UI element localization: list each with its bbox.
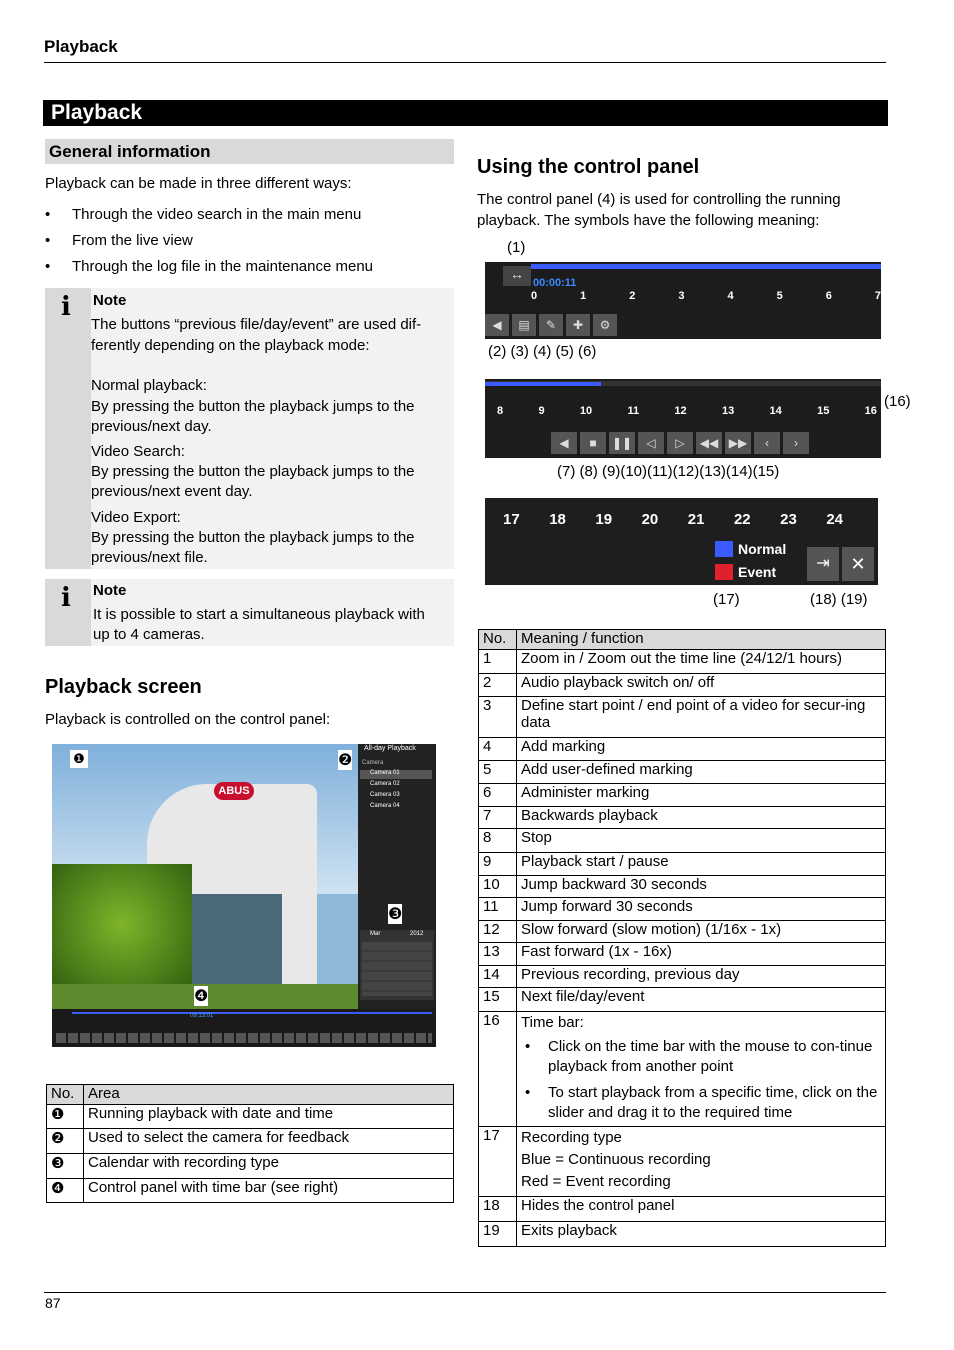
tick-label: 8	[497, 405, 504, 417]
page-number: 87	[45, 1295, 61, 1311]
meaning-table	[478, 629, 886, 1247]
row-number: 19	[479, 1222, 517, 1247]
note-line: It is possible to start a simultaneous playback with	[93, 606, 425, 623]
section-bar	[43, 100, 888, 126]
row-text: Administer marking	[517, 784, 886, 807]
row-text: Define start point / end point of a video for secur-ing data	[517, 697, 886, 738]
marker-2: ❷	[338, 752, 353, 769]
row-text: Time bar:	[521, 1014, 584, 1031]
note-line: ferently depending on the playback mode:	[91, 337, 370, 354]
row-bullet-text: Click on the time bar with the mouse to con-tinue playback from another point	[548, 1038, 873, 1075]
footer-rule	[44, 1292, 886, 1293]
label-1: (1)	[507, 239, 526, 256]
clip-icon[interactable]: ▤	[512, 314, 536, 336]
tick-label: 22	[733, 511, 751, 528]
label-16: (16)	[884, 393, 911, 410]
time-bar-recording	[485, 382, 601, 386]
row-number: 7	[479, 807, 517, 829]
tick-label: 7	[874, 290, 881, 302]
pause-icon[interactable]: ❚❚	[609, 432, 635, 454]
row-number: 15	[479, 988, 517, 1012]
row-number: ❶	[47, 1105, 84, 1129]
row-text: Used to select the camera for feedback	[84, 1129, 454, 1154]
legend-normal: Normal	[738, 541, 787, 557]
tick-label: 24	[826, 511, 843, 528]
row-number: 6	[479, 784, 517, 807]
row-text: Add marking	[517, 738, 886, 761]
general-intro: Playback can be made in three different ways:	[45, 175, 352, 192]
note-line: The buttons “previous file/day/event” are used dif-	[91, 316, 422, 333]
table-row	[479, 1012, 886, 1127]
row-text: Add user-defined marking	[517, 761, 886, 784]
tick-label: 16	[864, 405, 877, 417]
row-text: Control panel with time bar (see right)	[84, 1179, 454, 1203]
tick-label: 17	[503, 511, 520, 528]
mini-buttons	[56, 1033, 432, 1043]
marker-3: ❸	[388, 906, 403, 923]
table-row	[479, 943, 886, 966]
tick-label: 23	[780, 511, 797, 528]
next-icon[interactable]: ›	[783, 432, 809, 454]
row-text: Recording type	[521, 1129, 622, 1146]
row-number: 12	[479, 921, 517, 943]
section-bar-title: Playback	[51, 101, 143, 124]
general-info-title: General information	[49, 142, 211, 161]
all-day-panel	[358, 744, 436, 1009]
camera-header[interactable]: Camera	[362, 760, 384, 766]
row-number: 1	[479, 650, 517, 674]
row-text: Backwards playback	[517, 807, 886, 829]
tick-label: 21	[687, 511, 705, 528]
stop-icon[interactable]: ■	[580, 432, 606, 454]
note-box	[45, 579, 454, 646]
table-row	[479, 1127, 886, 1197]
table-row	[479, 898, 886, 921]
table-row	[479, 674, 886, 697]
note-line: up to 4 cameras.	[93, 626, 205, 643]
fast-forward-icon[interactable]: ▶▶	[725, 432, 751, 454]
row-text: Audio playback switch on/ off	[517, 674, 886, 697]
labels-18-19: (18) (19)	[810, 591, 868, 608]
row-text: Hides the control panel	[517, 1197, 886, 1222]
row-text: Blue = Continuous recording	[521, 1151, 711, 1168]
row-number: 17	[479, 1127, 517, 1197]
note-box	[45, 288, 454, 569]
camera-item[interactable]: Camera 02	[370, 781, 400, 787]
tick-label: 4	[727, 290, 734, 302]
control-intro-line: The control panel (4) is used for controlling the running	[477, 191, 841, 208]
row-number: 18	[479, 1197, 517, 1222]
bullet-item: • From the live view	[72, 232, 193, 249]
close-icon[interactable]: ✕	[842, 547, 874, 581]
mini-timeline	[72, 1012, 432, 1014]
table-row	[479, 738, 886, 761]
button-row-b	[551, 432, 809, 454]
timeline-bar[interactable]	[531, 264, 881, 269]
row-text: Next file/day/event	[517, 988, 886, 1012]
row-text: Stop	[517, 829, 886, 853]
table-row	[47, 1179, 454, 1203]
tick-label: 3	[678, 290, 685, 302]
table-header-cell: No.	[479, 630, 517, 650]
note-line: Normal playback:	[91, 377, 207, 394]
audio-icon[interactable]: ◀	[485, 314, 509, 336]
row-number: ❸	[47, 1154, 84, 1179]
row-bullet-text: To start playback from a specific time, click on the slider and drag it to the required time	[548, 1084, 878, 1121]
row-number: 5	[479, 761, 517, 784]
control-panel-image-2	[485, 379, 881, 458]
note-line: previous/next file.	[91, 549, 208, 566]
table-row	[479, 853, 886, 876]
row-text: Calendar with recording type	[84, 1154, 454, 1179]
row-bullet: • To start playback from a specific time, click on the slider and drag it to the required time	[525, 1084, 878, 1121]
general-info-heading	[45, 139, 454, 164]
row-cell	[517, 1012, 886, 1127]
marker-1: ❶	[70, 750, 88, 768]
calendar-grid	[362, 942, 432, 996]
timeline-ticks	[503, 511, 843, 528]
bullet-item: • Through the video search in the main menu	[72, 206, 361, 223]
row-number: 4	[479, 738, 517, 761]
table-row	[479, 1222, 886, 1247]
panel-title: All-day Playback	[364, 745, 416, 752]
hide-panel-icon[interactable]: ⇥	[807, 547, 839, 581]
legend-event: Event	[738, 564, 777, 580]
row-text: Red = Event recording	[521, 1173, 671, 1190]
note-line: previous/next event day.	[91, 483, 253, 500]
camera-item[interactable]: Camera 01	[360, 770, 432, 779]
calendar-month: Mar	[370, 931, 381, 937]
table-row	[479, 697, 886, 738]
row-number: ❹	[47, 1179, 84, 1203]
table-row	[479, 829, 886, 853]
row-text: Running playback with date and time	[84, 1105, 454, 1129]
note-line: Video Export:	[91, 509, 181, 526]
tick-label: 6	[825, 290, 832, 302]
table-row	[479, 921, 886, 943]
note-title: Note	[93, 292, 127, 309]
row-text: Jump backward 30 seconds	[517, 876, 886, 898]
control-panel-image-1	[485, 262, 881, 339]
row-text: Previous recording, previous day	[517, 966, 886, 988]
normal-swatch	[715, 541, 733, 557]
row-number: ❷	[47, 1129, 84, 1154]
bullet-item: • Through the log file in the maintenance menu	[72, 258, 373, 275]
table-row	[47, 1105, 454, 1129]
row-number: 2	[479, 674, 517, 697]
tick-label: 14	[769, 405, 782, 417]
row-text: Jump forward 30 seconds	[517, 898, 886, 921]
table-row	[479, 650, 886, 674]
table-row	[479, 761, 886, 784]
row-text: Zoom in / Zoom out the time line (24/12/1 hours)	[517, 650, 886, 674]
playback-screen-heading: Playback screen	[45, 676, 202, 698]
tick-label: 5	[776, 290, 783, 302]
table-row	[47, 1129, 454, 1154]
row-number: 3	[479, 697, 517, 738]
calendar[interactable]	[360, 930, 434, 1000]
labels-2-6: (2) (3) (4) (5) (6)	[488, 343, 597, 360]
tick-label: 0	[531, 290, 538, 302]
reverse-play-icon[interactable]: ◀	[551, 432, 577, 454]
timeline-ticks	[531, 290, 881, 302]
table-header-cell: Area	[84, 1085, 454, 1105]
header-rule	[44, 62, 886, 63]
custom-mark-icon[interactable]: ✚	[566, 314, 590, 336]
note-line: By pressing the button the playback jumps to the	[91, 529, 415, 546]
mini-time: 09:13:01	[190, 1013, 214, 1019]
tick-label: 2	[629, 290, 636, 302]
tick-label: 15	[817, 405, 830, 417]
note-line: By pressing the button the playback jumps to the	[91, 398, 415, 415]
camera-item[interactable]: Camera 03	[370, 792, 400, 798]
slow-forward-icon[interactable]: ◀◀	[696, 432, 722, 454]
row-number: 13	[479, 943, 517, 966]
timeline-ticks	[497, 405, 877, 417]
tick-label: 11	[627, 405, 640, 417]
row-number: 16	[479, 1012, 517, 1127]
note-title: Note	[93, 582, 127, 599]
area-table	[46, 1084, 454, 1203]
mark-icon[interactable]: ✎	[539, 314, 563, 336]
row-text: Playback start / pause	[517, 853, 886, 876]
zoom-icon[interactable]: ↔	[503, 266, 531, 286]
labels-7-15: (7) (8) (9)(10)(11)(12)(13)(14)(15)	[557, 463, 780, 480]
row-cell	[517, 1127, 886, 1197]
table-header-cell: No.	[47, 1085, 84, 1105]
label-17: (17)	[713, 591, 740, 608]
previous-icon[interactable]: ‹	[754, 432, 780, 454]
control-panel-image-3	[485, 498, 878, 585]
tick-label: 12	[674, 405, 687, 417]
row-text: Exits playback	[517, 1222, 886, 1247]
info-icon: i	[45, 288, 91, 569]
table-row	[479, 876, 886, 898]
jump-back-icon[interactable]: ◁	[638, 432, 664, 454]
table-header-cell: Meaning / function	[517, 630, 886, 650]
table-row	[479, 807, 886, 829]
marker-4: ❹	[194, 988, 209, 1005]
tick-label: 19	[595, 511, 613, 528]
control-intro-line: playback. The symbols have the following meaning:	[477, 212, 820, 229]
row-bullet: • Click on the time bar with the mouse to con-tinue playback from another point	[525, 1038, 873, 1075]
mini-control-panel	[52, 1009, 436, 1047]
table-row	[479, 966, 886, 988]
row-text: Fast forward (1x - 16x)	[517, 943, 886, 966]
tick-label: 18	[549, 511, 566, 528]
tick-label: 1	[580, 290, 587, 302]
note-line: Video Search:	[91, 443, 185, 460]
table-row	[479, 784, 886, 807]
row-number: 14	[479, 966, 517, 988]
table-row	[479, 988, 886, 1012]
row-number: 10	[479, 876, 517, 898]
jump-forward-icon[interactable]: ▷	[667, 432, 693, 454]
row-number: 11	[479, 898, 517, 921]
tick-label: 13	[721, 405, 735, 417]
calendar-year: 2012	[410, 931, 424, 937]
info-icon: i	[45, 579, 91, 646]
note-line: By pressing the button the playback jumps to the	[91, 463, 415, 480]
timecode: 00:00:11	[533, 277, 577, 289]
table-row	[479, 1197, 886, 1222]
tick-label: 20	[641, 511, 659, 528]
playback-screenshot	[52, 744, 436, 1047]
row-number: 8	[479, 829, 517, 853]
playback-screen-intro: Playback is controlled on the control panel:	[45, 711, 331, 728]
abus-logo: ABUS	[214, 782, 254, 800]
camera-item[interactable]: Camera 04	[370, 803, 400, 809]
note-line: previous/next day.	[91, 418, 212, 435]
button-row-a	[485, 314, 617, 336]
control-panel-heading: Using the control panel	[477, 156, 700, 178]
tick-label: 9	[538, 405, 545, 417]
table-row	[47, 1154, 454, 1179]
event-swatch	[715, 564, 733, 580]
tick-label: 10	[579, 405, 593, 417]
row-number: 9	[479, 853, 517, 876]
row-text: Slow forward (slow motion) (1/16x - 1x)	[517, 921, 886, 943]
gear-icon[interactable]: ⚙	[593, 314, 617, 336]
page-header-title: Playback	[44, 37, 118, 56]
